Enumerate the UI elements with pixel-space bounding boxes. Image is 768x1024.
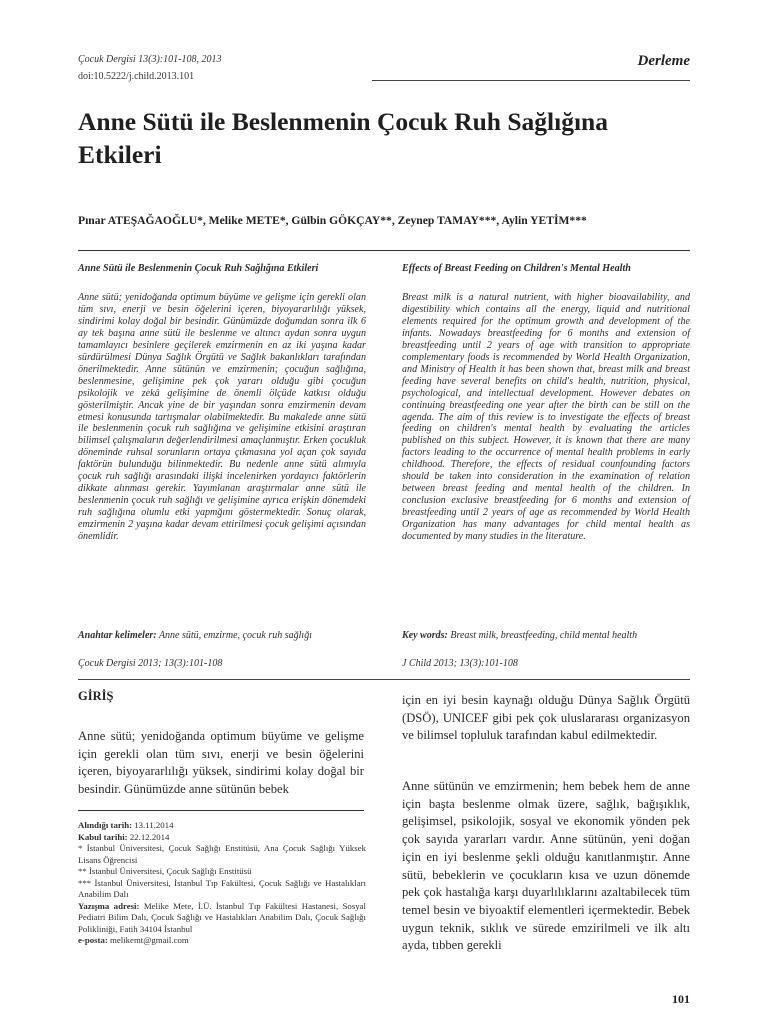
journal-citation: Çocuk Dergisi 13(3):101-108, 2013 [78,54,222,65]
header-divider [372,80,690,81]
footnote-divider [78,810,364,811]
correspondence-address: Melike Mete, İ.Ü. İstanbul Tıp Fakültesi Hastanesi, Sosyal Pediatri Bilim Dalı, Çocuk Sağlığı ve Hastalıkları Anabilim Dalı, Çocuk Sağlığı Polikliniği, Fatih 34104 İstanbul [78,900,367,934]
page-number: 101 [672,992,690,1006]
citation-english: J Child 2013; 13(3):101-108 [402,658,518,669]
email-label: e-posta: [78,935,108,945]
author-list: Pınar ATEŞAĞAOĞLU*, Melike METE*, Gülbin GÖKÇAY**, Zeynep TAMAY***, Aylin YETİM*** [78,214,587,227]
article-type-label: Derleme [637,53,690,69]
body-paragraph: için en iyi besin kaynağı olduğu Dünya Sağlık Örgütü (DSÖ), UNICEF gibi pek çok uluslararası organizasyon ve bilimsel topluluk tarafından kabul edilmektedir. [402,693,690,743]
abstract-divider [78,679,690,680]
keywords-english-text: Breast milk, breastfeeding, child mental health [450,630,638,641]
keywords-english-label: Key words: [402,630,448,641]
body-paragraph: Anne sütü; yenidoğanda optimum büyüme ve gelişme için gerekli olan tüm sıvı, enerji ve besin öğelerini içeren, biyoyararlılığı yüksek, sindirimi kolay doğal bir besindir. Günümüzde anne sütünün bebek [78,729,364,797]
affiliation-1: * İstanbul Üniversitesi, Çocuk Sağlığı Enstitüsü, Ana Çocuk Sağlığı Yüksek Lisans Öğrencisi [78,843,366,865]
keywords-turkish [78,630,366,641]
abstract-turkish-title: Anne Sütü ile Beslenmenin Çocuk Ruh Sağlığına Etkileri [78,263,319,274]
abstract-english-title: Effects of Breast Feeding on Children's Mental Health [402,263,631,274]
section-heading-giris: GİRİŞ [78,689,114,703]
doi: doi:10.5222/j.child.2013.101 [78,71,195,82]
accepted-date-value: 22.12.2014 [129,831,170,842]
abstract-turkish-body: Anne sütü; yenidoğanda optimum büyüme ve gelişme için gerekli olan tüm sıvı, enerji ve besin öğelerini içeren, biyoyararlılığı yüksek, sindirimi kolay doğal bir besindir. Günümüzde doğumdan sonra ilk 6 ay tek başına anne sütü ile beslenme ve altıncı aydan sonra uygun tamamlayıcı besinlere geçilerek emzirmenin en az iki yaşına kadar sürdürülmesi Dünya Sağlık Örgütü ve Sağlık bakanlıkları tarafından önerilmektedir. Anne sütünün ve emzirmenin; çocuğun sağlığına, beslenmesine, gelişimine pek çok yararı olduğu gibi çocuğun psikolojik ve zekâ gelişimine de önemli ölçüde katkısı olduğu gösterilmiştir. Ancak yine de bir yaşından sonra emzirmenin devam etmesi konusunda tartışmalar olabilmektedir. Bu makalede anne sütü ile beslenmenin çocuk ruh sağlığına ve gelişimine etkisini araştıran bilimsel çalışmaların değerlendirilmesi amaçlanmıştır. Erken çocukluk döneminde ruhsal sorunların ortaya çıkmasına yol açan çok sayıda faktörün bulunduğu bilinmektedir. Bu nedenle anne sütü alımıyla çocuk ruh sağlığı arasındaki ilişki incelenirken yordayıcı faktörlerin dikkate alınması gerekir. Yayımlanan araştırmalar anne sütü ile beslenmenin çocuk ruh sağlığı ve gelişimine ayrıca erişkin dönemdeki ruh sağlığına olumlu etki yapmğını göstermektedir. Sonuç olarak, emzirmenin 2 yaşına kadar devam ettirilmesi çocuk gelişimi açısından önemlidir. [78,292,366,543]
received-date-label: Alındığı tarih: [78,820,133,830]
keywords-turkish-label: Anahtar kelimeler: [78,630,157,641]
received-date [78,820,366,832]
abstract-english-body: Breast milk is a natural nutrient, with higher bioavailability, and digestibility which contains all the energy, liquid and nutritional elements required for the optimum growth and development of the infants. Nowadays breastfeeding for 6 months and extension of breastfeeding until 2 years of age with transition to appropriate complementary foods is recommended by World Health Organization, and Ministry of Health it has been shown that, breast milk and breast feeding have several benefits on child's health, nutrition, physical, psychological, and intellectual development. However debates on continuing breastfeeding one year after the birth can be still on the agenda. The aim of this review is to investigate the effects of breast feeding on children's mental health by evaluating the articles published on this subject. However, it is known that there are many factors leading to the occurrence of mental health problems in early childhood. Therefore, the effects of residual counfounding factors should be taken into consideration in the examination of relation between breast feeding and mental health of the children. In conclusion exclusive breastfeeding for 6 months and extension of breastfeeding until 2 years of age as recommended by World Health Organization has many advantages for child mental health as documented by many studies in the literature. [402,292,690,543]
body-paragraph: Anne sütünün ve emzirmenin; hem bebek hem de anne için başta beslenme olmak üzere, sağlık, bağışıklık, gelişimsel, psikolojik, sosyal ve ekonomik yönden pek çok sayıda yararları vardır. Anne sütünün, yeni doğan için en iyi beslenme şekli olduğu kanıtlanmıştır. Anne sütü, bebeklerin ve çocukların kısa ve uzun dönemde pek çok hastalığa karşı duyarlılıklarını azaltabilecek tüm temel besin ve biyoaktif elementleri içermektedir. Bebek uygun teknik, sıklık ve sürede emzirilmeli ve ilk altı ayda, tıbben gerekli [402,779,690,953]
email [78,935,366,947]
correspondence [78,901,366,936]
affiliation-3: *** İstanbul Üniversitesi, İstanbul Tıp Fakültesi, Çocuk Sağlığı ve Hastalıkları Anabilim Dalı [78,877,366,899]
footnotes [78,820,366,947]
citation-turkish: Çocuk Dergisi 2013; 13(3):101-108 [78,658,223,669]
keywords-english [402,630,690,641]
abstract-turkish [78,263,366,543]
article-title: Anne Sütü ile Beslenmenin Çocuk Ruh Sağlığına Etkileri [78,107,608,169]
received-date-value: 13.11.2014 [134,820,174,830]
accepted-date-label: Kabul tarihi: [78,831,128,842]
abstract-english [402,263,690,543]
affiliation-2: ** İstanbul Üniversitesi, Çocuk Sağlığı Enstitüsü [78,866,252,876]
keywords-turkish-text: Anne sütü, emzirme, çocuk ruh sağlığı [158,630,312,641]
accepted-date [78,832,366,844]
authors-divider [78,250,690,251]
email-address: melikemt@gmail.com [110,935,189,945]
correspondence-label: Yazışma adresi: [78,900,140,911]
